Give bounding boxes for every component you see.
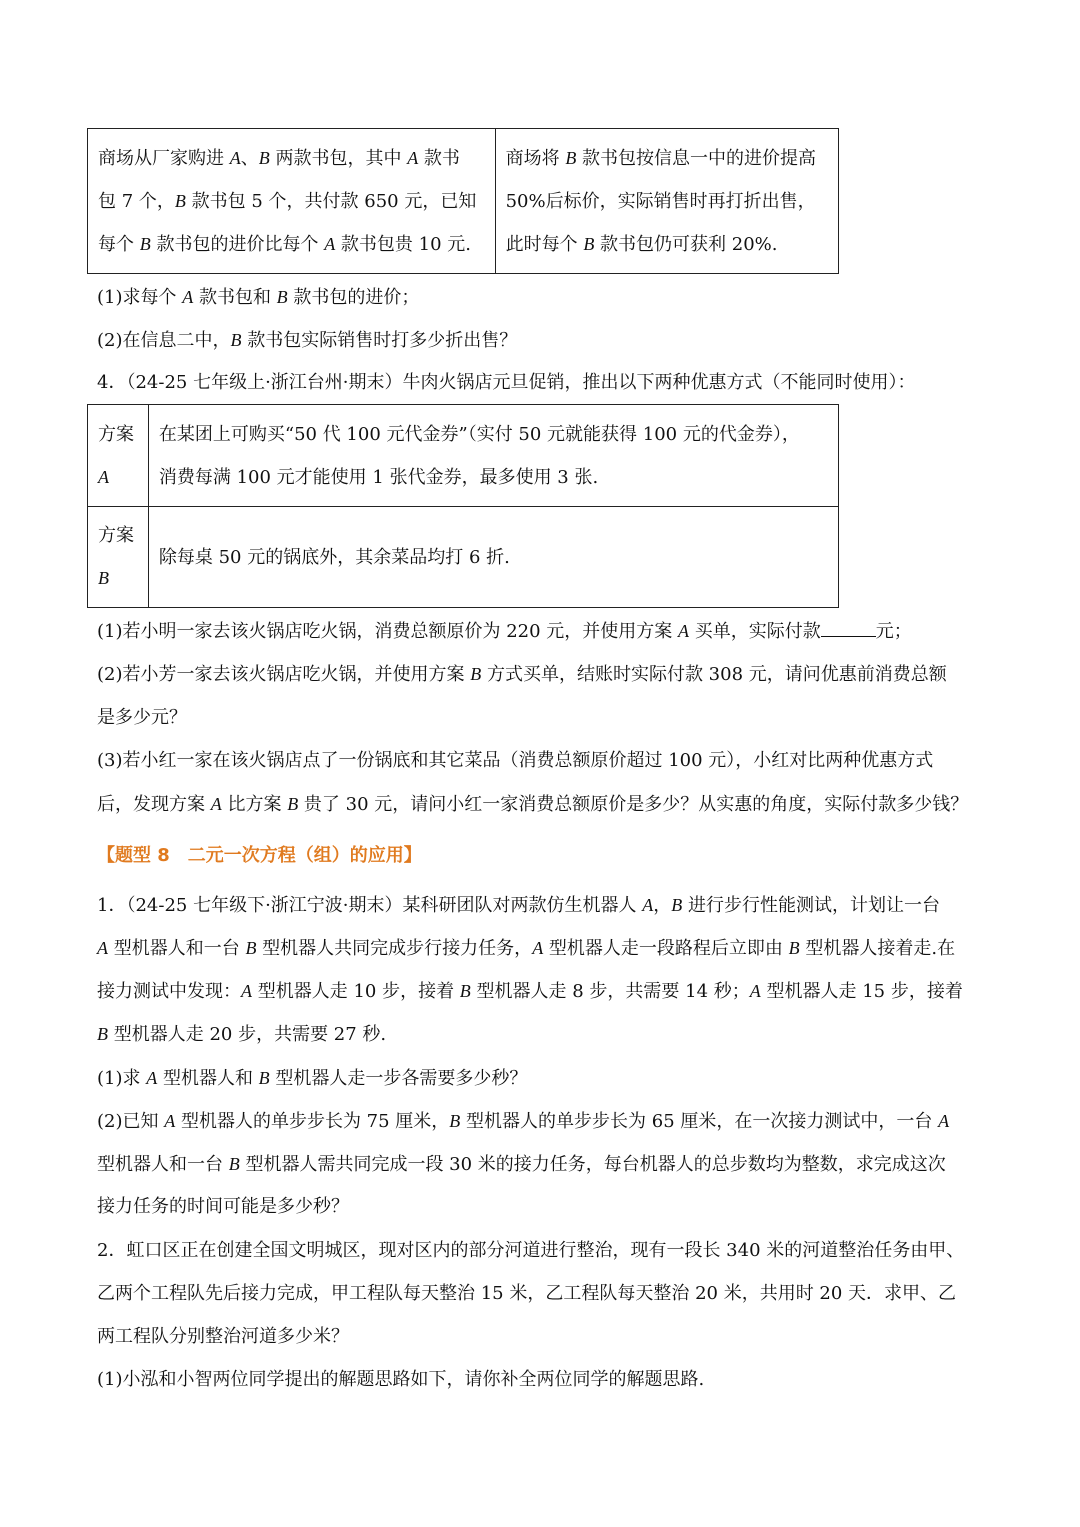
text-span: (2)在信息二中， bbox=[97, 330, 231, 351]
p2-line-1: 2．虹口区正在创建全国文明城区，现对区内的部分河道进行整治，现有一段长 340 米的河道整治任务由甲、 bbox=[97, 1240, 965, 1261]
plan-b-content-cell bbox=[148, 507, 838, 608]
text-span: (2)若小芳一家去该火锅店吃火锅，并使用方案 bbox=[97, 664, 471, 685]
var-a: A bbox=[642, 895, 654, 915]
q4-stem: 4．（24-25 七年级上·浙江台州·期末）牛肉火锅店元旦促销，推出以下两种优惠方式（不能同时使用）： bbox=[97, 372, 916, 393]
text-span: 型机器人接着走.在 bbox=[799, 938, 956, 959]
text-span: 款书包和 bbox=[193, 287, 277, 308]
p1-line-1 bbox=[97, 892, 997, 919]
text-span: 型机器人和一台 bbox=[97, 1154, 229, 1175]
text-span: 进行步行性能测试，计划让一台 bbox=[682, 895, 940, 916]
text-span: 比方案 bbox=[221, 794, 288, 815]
text-span: (1)若小明一家去该火锅店吃火锅，消费总额原价为 220 元，并使用方案 bbox=[97, 621, 679, 642]
text-span: 型机器人走 10 步，接着 bbox=[252, 981, 460, 1002]
var-b: B bbox=[230, 330, 242, 350]
text-span: 款书包仍可获利 20%. bbox=[594, 233, 778, 255]
text-span: 型机器人和一台 bbox=[108, 938, 246, 959]
var-a: A bbox=[98, 466, 109, 487]
plan-b-label-2 bbox=[88, 557, 148, 600]
text-span: 买单，实际付款 bbox=[689, 621, 821, 642]
q4-sub2-line-1 bbox=[97, 661, 997, 688]
section-heading: 【题型 8 二元一次方程（组）的应用】 bbox=[97, 845, 422, 866]
info-table bbox=[87, 128, 839, 274]
var-a: A bbox=[97, 938, 108, 958]
var-b: B bbox=[98, 568, 109, 588]
p1-line-3 bbox=[97, 978, 997, 1005]
info-cell-left bbox=[88, 129, 496, 274]
text-span: 每个 bbox=[98, 233, 140, 255]
p1-sub2-line-2 bbox=[97, 1151, 997, 1178]
p1-line-4 bbox=[97, 1021, 997, 1048]
p2-line-3: 两工程队分别整治河道多少米？ bbox=[97, 1326, 349, 1347]
var-a: A bbox=[324, 233, 336, 254]
var-a: A bbox=[678, 621, 690, 641]
text-span: ， bbox=[653, 895, 672, 916]
text-span: 型机器人的单步步长为 75 厘米， bbox=[175, 1111, 450, 1132]
plan-a-label-cell bbox=[88, 405, 149, 507]
text-span: 型机器人和 bbox=[157, 1068, 259, 1089]
var-b: B bbox=[788, 938, 800, 958]
text-span: (1)求每个 bbox=[97, 287, 183, 308]
var-b: B bbox=[565, 147, 577, 168]
plan-a-label-1: 方案 bbox=[98, 423, 134, 445]
text-span: 后，发现方案 bbox=[97, 794, 211, 815]
var-a: A bbox=[241, 981, 252, 1001]
text-span: 款书 bbox=[418, 147, 460, 169]
var-a: A bbox=[164, 1111, 176, 1131]
q4-sub3-line-1: (3)若小红一家在该火锅店点了一份锅底和其它菜品（消费总额原价超过 100 元），小红对比两种优惠方式 bbox=[97, 750, 934, 771]
var-b: B bbox=[228, 1154, 240, 1174]
text-span: 方式买单，结账时实际付款 308 元，请问优惠前消费总额 bbox=[481, 664, 947, 685]
var-b: B bbox=[583, 233, 595, 254]
text-span: 型机器人走一步各需要多少秒？ bbox=[269, 1068, 528, 1089]
var-b: B bbox=[671, 895, 683, 915]
text-span: 型机器人走一段路程后立即由 bbox=[543, 938, 789, 959]
plan-b-label-1: 方案 bbox=[98, 525, 134, 546]
var-a: A bbox=[532, 938, 544, 958]
plan-b-line-1: 除每桌 50 元的锅底外，其余菜品均打 6 折. bbox=[158, 546, 510, 568]
var-a: A bbox=[229, 147, 241, 168]
text-span: 款书包的进价比每个 bbox=[150, 233, 325, 255]
text-span: 贵了 30 元，请问小红一家消费总额原价是多少？从实惠的角度，实际付款多少钱？ bbox=[298, 794, 969, 815]
var-b: B bbox=[245, 938, 257, 958]
var-a: A bbox=[182, 287, 194, 307]
var-a: A bbox=[407, 147, 419, 168]
text-span: 商场将 bbox=[505, 147, 566, 169]
var-b: B bbox=[174, 190, 186, 211]
info-right-line-3 bbox=[496, 223, 838, 266]
q4-sub2-line-2: 是多少元？ bbox=[97, 707, 187, 728]
text-span: 50%后标价，实际销售时再打折出售， bbox=[505, 190, 816, 212]
text-span: 元； bbox=[875, 621, 912, 642]
text-span: 型机器人走 8 步，共需要 14 秒； bbox=[470, 981, 750, 1002]
plan-b-label-cell bbox=[88, 507, 149, 608]
text-span: 型机器人需共同完成一段 30 米的接力任务，每台机器人的总步数均为整数，求完成这次 bbox=[239, 1154, 946, 1175]
text-span: 型机器人的单步步长为 65 厘米，在一次接力测试中，一台 bbox=[460, 1111, 939, 1132]
text-span: 接力测试中发现： bbox=[97, 981, 241, 1002]
p2-line-2: 乙两个工程队先后接力完成，甲工程队每天整治 15 米，乙工程队每天整治 20 米，共用时 20 天．求甲、乙 bbox=[97, 1283, 957, 1304]
info-right-line-1 bbox=[496, 137, 838, 180]
plan-a-label-2 bbox=[88, 456, 148, 499]
answer-blank bbox=[821, 618, 876, 637]
text-span: 款书包贵 10 元. bbox=[335, 233, 471, 255]
text-span: 包 7 个， bbox=[98, 190, 175, 212]
info-left-line-3 bbox=[88, 223, 495, 266]
text-span: (2)已知 bbox=[97, 1111, 165, 1132]
p1-line-2 bbox=[97, 935, 997, 962]
plan-a-line-1: 在某团上可购买“50 代 100 元代金券”（实付 50 元就能获得 100 元的代金券）， bbox=[158, 423, 800, 445]
q4-sub3-line-2 bbox=[97, 791, 997, 818]
p1-sub2-line-3: 接力任务的时间可能是多少秒？ bbox=[97, 1196, 349, 1217]
text-span: 、 bbox=[240, 147, 259, 169]
text-span: 两款书包，其中 bbox=[269, 147, 408, 169]
info-cell-right bbox=[495, 129, 838, 274]
var-b: B bbox=[470, 664, 482, 684]
var-a: A bbox=[938, 1111, 950, 1131]
var-b: B bbox=[258, 147, 270, 168]
text-span: 款书包的进价； bbox=[287, 287, 420, 308]
plan-table bbox=[87, 404, 839, 608]
text-span: (1)求 bbox=[97, 1068, 147, 1089]
text-span: 款书包 5 个，共付款 650 元，已知 bbox=[185, 190, 477, 212]
plan-a-content-cell bbox=[148, 405, 838, 507]
var-b: B bbox=[97, 1024, 108, 1044]
var-a: A bbox=[749, 981, 761, 1001]
text-span: 1．（24-25 七年级下·浙江宁波·期末）某科研团队对两款仿生机器人 bbox=[97, 895, 643, 916]
text-span: 款书包按信息一中的进价提高 bbox=[576, 147, 817, 169]
q3-sub1 bbox=[97, 284, 997, 311]
q3-sub2 bbox=[97, 327, 997, 354]
var-b: B bbox=[287, 794, 299, 814]
q4-sub1 bbox=[97, 618, 997, 645]
p1-sub1 bbox=[97, 1065, 997, 1092]
p2-sub1: (1)小泓和小智两位同学提出的解题思路如下，请你补全两位同学的解题思路. bbox=[97, 1369, 705, 1390]
text-span: 此时每个 bbox=[505, 233, 584, 255]
text-span: 型机器人走 15 步，接着 bbox=[760, 981, 963, 1002]
var-a: A bbox=[210, 794, 222, 814]
var-b: B bbox=[449, 1111, 461, 1131]
text-span: 商场从厂家购进 bbox=[98, 147, 230, 169]
var-b: B bbox=[276, 287, 288, 307]
info-right-line-2 bbox=[496, 180, 838, 223]
text-span: 款书包实际销售时打多少折出售？ bbox=[241, 330, 518, 351]
var-b: B bbox=[139, 233, 151, 254]
info-left-line-2 bbox=[88, 180, 495, 223]
plan-a-line-2: 消费每满 100 元才能使用 1 张代金券，最多使用 3 张. bbox=[158, 466, 599, 488]
info-left-line-1 bbox=[88, 137, 495, 180]
var-b: B bbox=[459, 981, 471, 1001]
text-span: 型机器人共同完成步行接力任务， bbox=[256, 938, 533, 959]
p1-sub2-line-1 bbox=[97, 1108, 997, 1135]
text-span: 型机器人走 20 步，共需要 27 秒. bbox=[108, 1024, 387, 1045]
var-b: B bbox=[258, 1068, 270, 1088]
var-a: A bbox=[146, 1068, 158, 1088]
